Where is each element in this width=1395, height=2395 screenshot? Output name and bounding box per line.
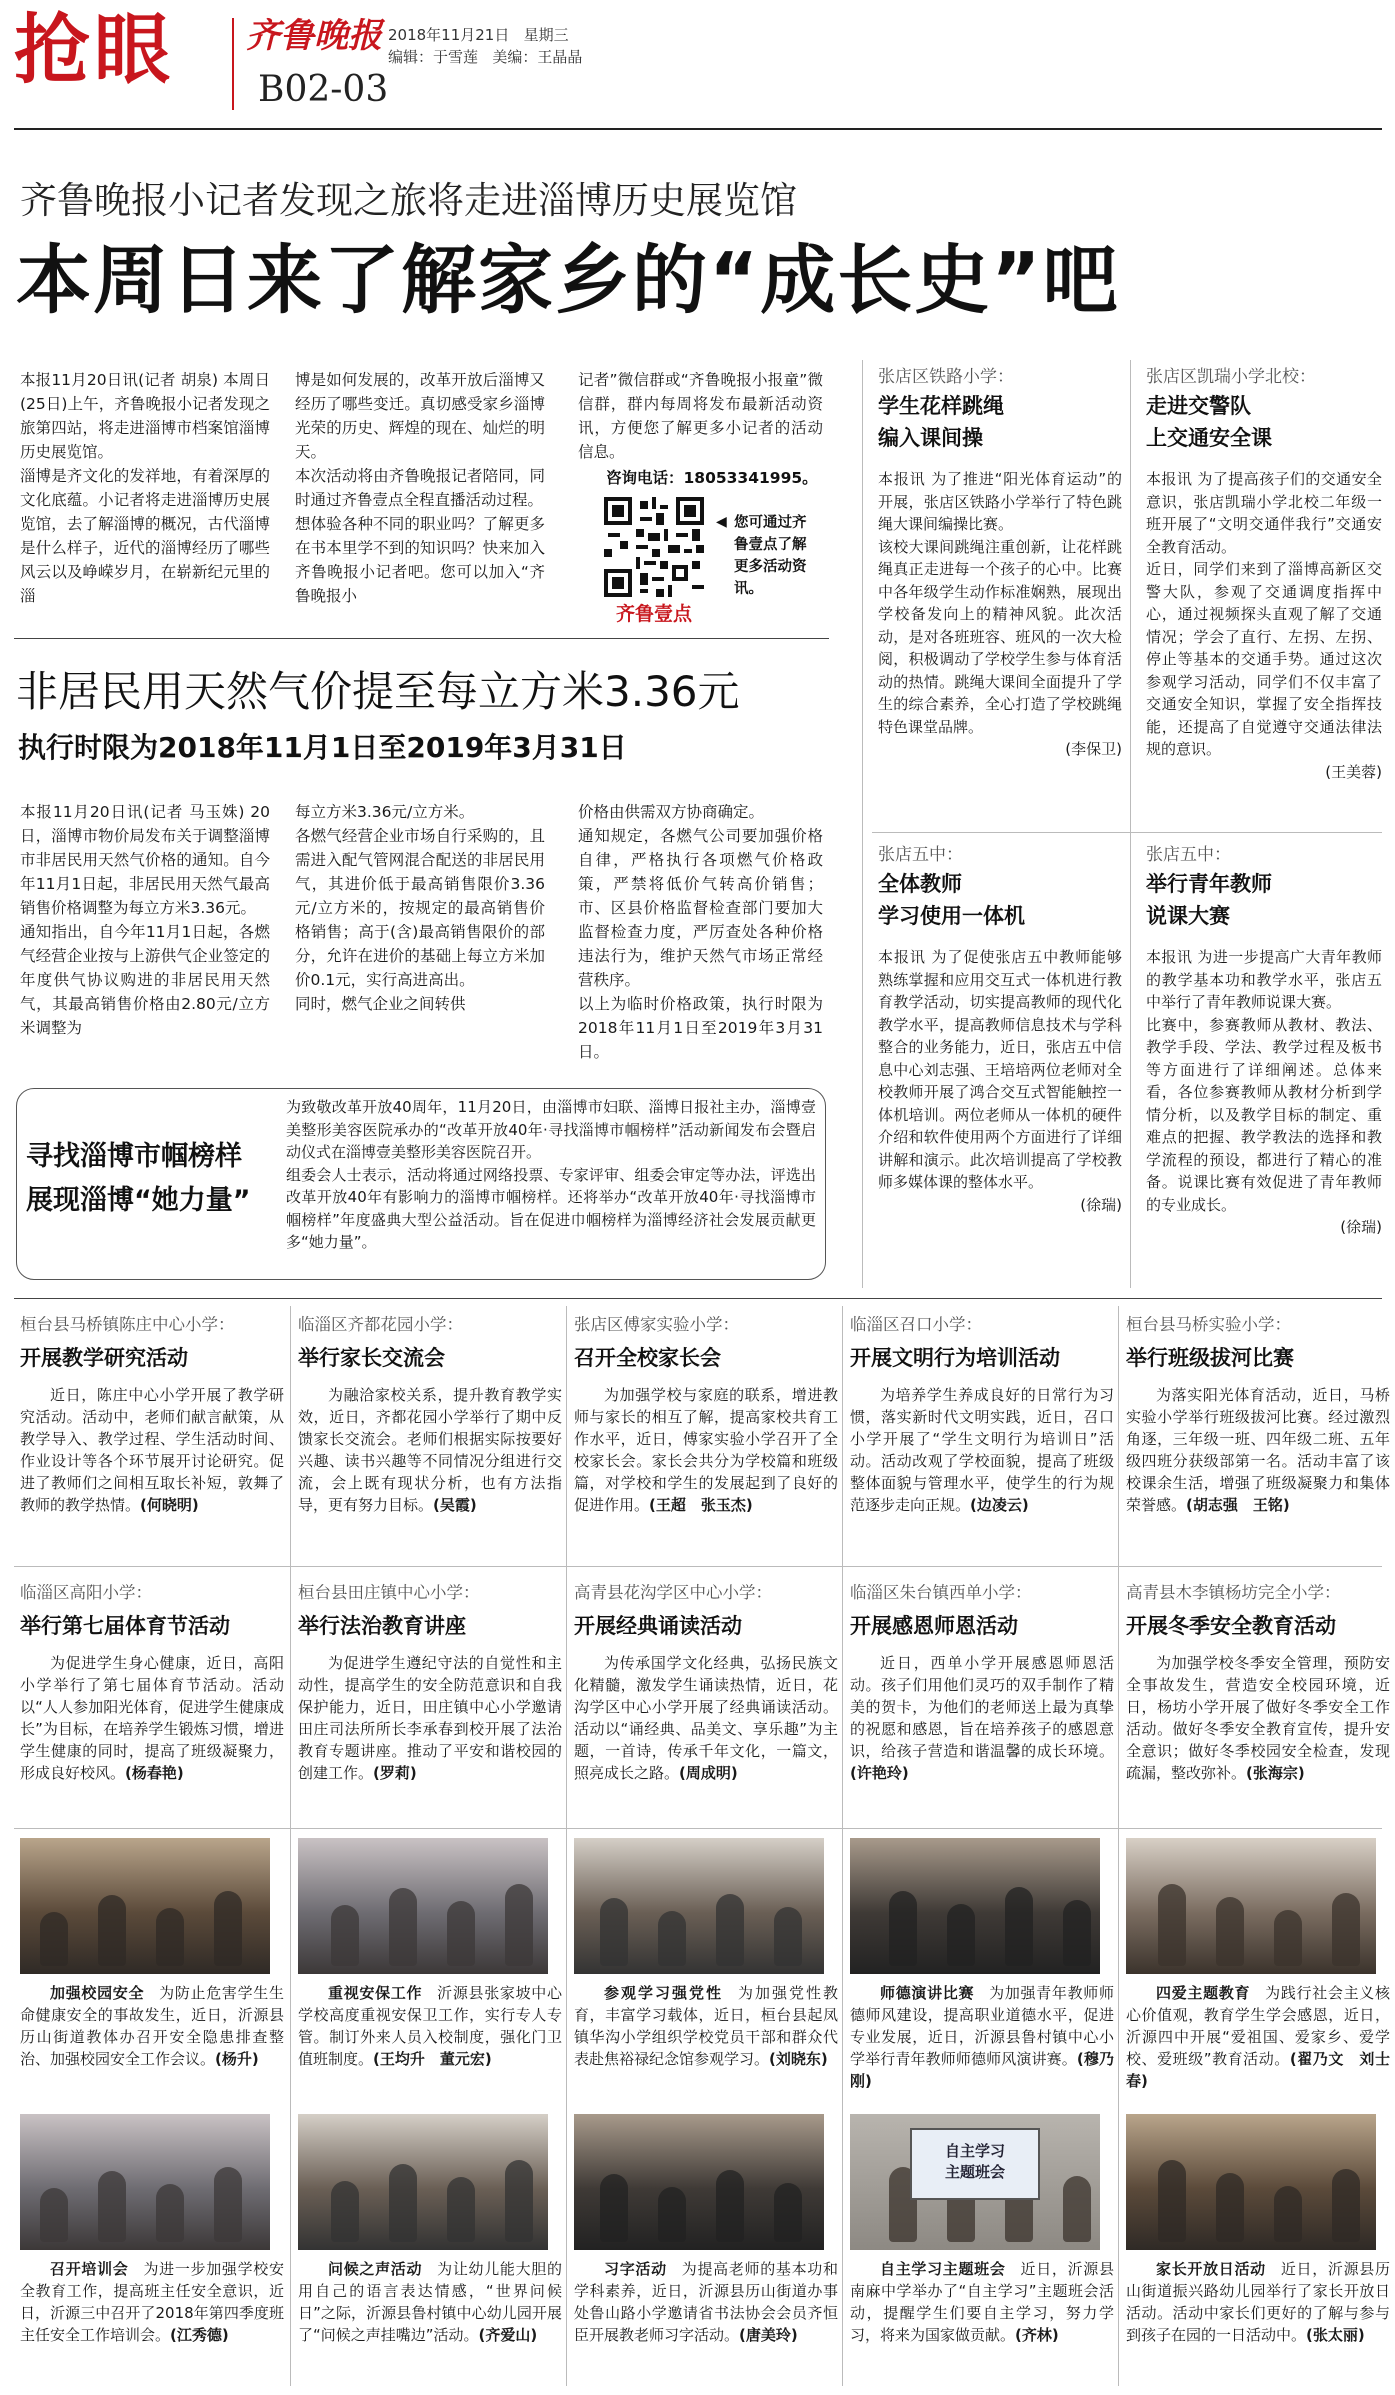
item-body — [850, 1652, 1114, 1784]
item-title: 学习使用一体机 — [878, 904, 1025, 928]
photo-caption-body: 为加强青年教师师德师风建设，提高职业道德水平，促进专业发展，近日，沂源县鲁村镇中心小学举行青年教师师德师风演讲赛。 — [850, 1984, 1114, 2068]
item-author: (李保卫) — [1065, 740, 1122, 758]
photo-figure — [98, 2171, 126, 2242]
news-item — [1146, 364, 1382, 783]
qr-code-icon — [604, 497, 704, 597]
gas-col-3: 价格由供需双方协商确定。 通知规定，各燃气公司要加强价格自律，严格执行各项燃气价格政策，严禁将低价气转高价销售；市、区县价格监督检查部门要加大监督检查力度，严厉查处各种价格违法行为，维护天然气市场正常经营秩序。 以上为临时价格政策，执行时限为2018年11月1日至2019年3月31日。 — [578, 803, 823, 1061]
photo-figure — [331, 2181, 359, 2242]
photo-caption-body: 为提高老师的基本功和学科素养，近日，沂源县历山街道办事处鲁山路小学邀请省书法协会会员齐恒臣开展教老师习字活动。 — [574, 2260, 838, 2344]
news-photo — [1126, 1838, 1376, 1974]
item-title: 全体教师 — [878, 872, 962, 896]
lead-col-2: 博是如何发展的，改革开放后淄博又经历了哪些变迁。真切感受家乡淄博光荣的历史、辉煌的现在、灿烂的明天。 本次活动将由齐鲁晚报记者陪同，同时通过齐鲁壹点全程直播活动过程。 想体验各种不同的职业吗？了解更多在书本里学不到的知识吗？快来加入齐鲁晚报小记者吧。您可以加入“齐鲁晚报小 — [295, 371, 545, 605]
item-title: 走进交警队 — [1146, 394, 1251, 418]
photo-screen-text: 自主学习 — [944, 2142, 1005, 2160]
school-name: 张店区凯瑞小学北校： — [1146, 367, 1316, 387]
photo-caption-author: (齐爱山) — [478, 2326, 538, 2344]
photo-figure — [658, 1911, 686, 1966]
masthead-divider — [232, 18, 234, 110]
photo-figure — [774, 1907, 802, 1966]
school-name: 张店五中： — [878, 845, 963, 865]
photo-caption-title: 加强校园安全 — [50, 1984, 145, 2002]
photo-caption-title: 师德演讲比赛 — [880, 1984, 975, 2002]
news-item — [878, 364, 1122, 761]
item-body — [1126, 1652, 1390, 1784]
photo-caption-author: (唐美玲) — [739, 2326, 798, 2344]
photo-caption-author: (齐林) — [1015, 2326, 1059, 2344]
photo-caption — [574, 2258, 838, 2346]
item-title: 举行第七届体育节活动 — [20, 1614, 230, 1638]
item-body: 本报讯 为了促使张店五中教师能够熟练掌握和应用交互式一体机进行教育教学活动，切实提高教师的现代化教学水平，提高教师信息技术与学科整合的业务能力，近日，张店五中信息中心刘志强、王培培两位老师对全校教师开展了鸿合交互式智能触控一体机培训。两位老师从一体机的硬件介绍和软件使用两个方面进行了详细讲解和演示。此次培训提高了学校教师多媒体课的整体水平。 — [878, 948, 1122, 1191]
photo-caption-body: 沂源县张家坡中心学校高度重视安保卫工作，实行专人专管。制订外来人员入校制度，强化门卫值班制度。 — [298, 1984, 562, 2068]
item-body-text: 为培养学生养成良好的日常行为习惯，落实新时代文明实践，近日，召口小学开展了“学生文明行为培训日”活动。活动改观了学校面貌，提高了班级整体面貌与管理水平，使学生的行为规范逐步走向正规。 — [850, 1386, 1114, 1514]
news-photo — [20, 2114, 270, 2250]
photo-figure — [947, 1904, 975, 1966]
photo-figure — [716, 2170, 744, 2242]
photo-figure — [889, 1891, 917, 1966]
photo-figure — [1216, 2173, 1244, 2242]
date-text: 2018年11月21日 — [388, 26, 510, 44]
photo-screen-text: 主题班会 — [944, 2163, 1005, 2181]
photo-caption-author: (张太丽) — [1306, 2326, 1365, 2344]
photo-caption-title: 自主学习主题班会 — [880, 2260, 1006, 2278]
item-body-text: 为促进学生遵纪守法的自觉性和主动性，提高学生的安全防范意识和自我保护能力，近日，田庄镇中心小学邀请田庄司法所所长李承春到校开展了法治教育专题讲座。推动了平安和谐校园的创建工作。 — [298, 1654, 562, 1782]
school-name: 张店五中： — [1146, 845, 1231, 865]
news-item — [1126, 1312, 1390, 1516]
item-title: 举行法治教育讲座 — [298, 1614, 466, 1638]
photo-figure — [40, 2188, 68, 2242]
photo-caption — [20, 2258, 284, 2346]
news-photo — [574, 2114, 824, 2250]
item-body-text: 近日，陈庄中心小学开展了教学研究活动。活动中，老师们献言献策，从教学导入、教学过程、学生活动时间、作业设计等各个环节展开讨论研究。促进了教师们之间相互取长补短，敦舞了教师的教学热情。 — [20, 1386, 284, 1514]
photo-figure — [658, 2187, 686, 2242]
item-body-text: 为融洽家校关系，提升教育教学实效，近日，齐都花园小学举行了期中反馈家长交流会。老师们根据实际按要好兴趣、读书兴趣等不同情况分组进行交流，会上既有现状分析，也有方法指导，更有努力目标。 — [298, 1386, 562, 1514]
lead-col-1: 本报11月20日讯(记者 胡泉) 本周日(25日)上午，齐鲁晚报小记者发现之旅第四站，将走进淄博市档案馆淄博历史展览馆。 淄博是齐文化的发祥地，有着深厚的文化底蕴。小记者将走进淄博历史展览馆，去了解淄博的概况，古代淄博是什么样子，近代的淄博经历了哪些风云以及峥嵘岁月，在崭新纪元里的淄 — [20, 371, 270, 605]
photo-figure — [1216, 1897, 1244, 1966]
photo-caption-author: (翟乃文 刘士春) — [1126, 2050, 1390, 2090]
news-photo — [20, 1838, 270, 1974]
photo-figure — [331, 1905, 359, 1966]
column-rule — [566, 1306, 567, 2386]
photo-caption-author: (穆乃刚) — [850, 2050, 1114, 2090]
item-body: 本报讯 为了推进“阳光体育运动”的开展，张店区铁路小学举行了特色跳绳大课间编操比赛。 该校大课间跳绳注重创新，让花样跳绳真正走进每一个孩子的心中。比赛中各年级学生动作标准娴熟，展现出学校备发向上的精神风貌。此次活动，是对各班班容、班风的一次大检阅，积极调动了学校学生参与体育活动的热情。跳绳大课间全面提升了学生的综合素养，全心打造了学校跳绳特色课堂品牌。 — [878, 470, 1122, 736]
qr-code-image — [604, 497, 704, 625]
school-name: 临淄区高阳小学： — [20, 1583, 152, 1602]
item-body-text: 为促进学生身心健康，近日，高阳小学举行了第七届体育节活动。活动以“人人参加阳光体育，促进学生健康成长”为目标，在培养学生锻炼习惯，增进学生健康的同时，提高了班级凝聚力，形成良好校风。 — [20, 1654, 284, 1782]
item-author: (何晓明) — [140, 1496, 199, 1514]
item-title: 开展文明行为培训活动 — [850, 1346, 1060, 1370]
item-author: (吴霞) — [433, 1496, 477, 1514]
qr-arrow-icon: ◀ — [716, 514, 727, 530]
item-body — [850, 1384, 1114, 1516]
item-body-text: 为落实阳光体育活动，近日，马桥实验小学举行班级拔河比赛。经过激烈角逐，三年级一班、四年级二班、五年级四班分获级部第一名。活动丰富了该校课余生活，增强了班级凝聚力和集体荣誉感。 — [1126, 1386, 1390, 1514]
section-title: 抢眼 — [14, 5, 174, 94]
item-author: (胡志强 王铭) — [1186, 1496, 1290, 1514]
gas-col-1: 本报11月20日讯(记者 马玉姝) 20日，淄博市物价局发布关于调整淄博市非居民用天然气价格的通知。自今年11月1日起，非居民用天然气最高销售价格调整为每立方米3.36元。 通知指出，自今年11月1日起，各燃气经营企业按与上游供气企业签定的年度供气协议购进的非居民用天然气，其最高销售价格由2.80元/立方米调整为 — [20, 803, 270, 1037]
photo-caption-body: 为让幼儿能大胆的用自己的语言表达情感，“世界问候日”之际，沂源县鲁村镇中心幼儿园开展了“问候之声挂嘴边”活动。 — [298, 2260, 562, 2344]
photo-figure — [156, 1908, 184, 1966]
photo-figure — [389, 1888, 417, 1966]
school-name: 临淄区召口小学： — [850, 1315, 982, 1334]
lead-headline: 本周日来了解家乡的“成长史”吧 — [16, 236, 1120, 324]
photo-caption-title: 参观学习强党性 — [604, 1984, 723, 2002]
photo-figure — [214, 1891, 242, 1966]
photo-caption-body: 近日，沂源县南麻中学举办了“自主学习”主题班会活动，提醒学生们要自主学习，努力学习，将来为国家做贡献。 — [850, 2260, 1114, 2344]
photo-caption-body: 为践行社会主义核心价值观，教育学生学会感恩，近日，沂源四中开展“爱祖国、爱家乡、爱学校、爱班级”教育活动。 — [1126, 1984, 1390, 2068]
school-name: 桓台县马桥镇陈庄中心小学： — [20, 1315, 235, 1334]
column-rule — [872, 832, 1382, 833]
item-body-text: 为传承国学文化经典，弘扬民族文化精髓，激发学生诵读热情，近日，花沟学区中心小学开展了经典诵读活动。活动以“诵经典、品美文、享乐趣”为主题，一首诗，传承千年文化，一篇文，照亮成长之路。 — [574, 1654, 838, 1782]
news-photo — [850, 1838, 1100, 1974]
photo-figure — [1063, 1900, 1091, 1966]
news-item — [298, 1580, 562, 1784]
photo-figure — [1274, 1910, 1302, 1966]
photo-caption — [850, 1982, 1114, 2092]
item-author: (罗莉) — [373, 1764, 417, 1782]
school-name: 临淄区朱台镇西单小学： — [850, 1583, 1032, 1602]
photo-caption-title: 四爱主题教育 — [1156, 1984, 1251, 2002]
news-photo — [1126, 2114, 1376, 2250]
item-author: (许艳玲) — [850, 1764, 909, 1782]
women-title-1: 寻找淄博市帼榜样 — [26, 1141, 242, 1172]
item-title: 上交通安全课 — [1146, 426, 1272, 450]
qr-caption: 您可通过齐鲁壹点了解更多活动资讯。 — [734, 515, 807, 597]
photo-caption-author: (杨升) — [215, 2050, 259, 2068]
column-rule — [290, 1306, 291, 2386]
photo-figure — [98, 1895, 126, 1966]
school-name: 临淄区齐都花园小学： — [298, 1315, 463, 1334]
photo-figure — [447, 2177, 475, 2242]
masthead-rule — [14, 128, 1382, 130]
photo-figure — [716, 1894, 744, 1966]
item-body: 本报讯 为进一步提高广大青年教师的教学基本功和教学水平，张店五中举行了青年教师说课大赛。 比赛中，参赛教师从教材、教法、教学手段、学法、教学过程及板书等方面进行了详细阐述。总体来看，各位参赛教师从教材分析到学情分析，以及教学目标的制定、重难点的把握、教学教法的选择和教学流程的预设，都进行了精心的准备。说课比赛有效促进了青年教师的专业成长。 — [1146, 948, 1382, 1214]
qr-brand-label: 齐鲁壹点 — [615, 603, 692, 625]
photo-figure — [1158, 1884, 1186, 1966]
item-title: 开展感恩师恩活动 — [850, 1614, 1018, 1638]
item-body — [298, 1384, 562, 1516]
item-title: 举行班级拔河比赛 — [1126, 1346, 1294, 1370]
photo-caption-author: (江秀德) — [170, 2326, 229, 2344]
news-item — [574, 1312, 838, 1516]
photo-figure — [1005, 1887, 1033, 1966]
photo-caption — [1126, 2258, 1390, 2346]
item-body — [20, 1384, 284, 1516]
photo-caption-author: (刘晓东) — [769, 2050, 828, 2068]
photo-figure — [447, 1901, 475, 1966]
row-rule — [14, 1828, 1382, 1829]
news-item — [878, 842, 1122, 1216]
news-item — [20, 1312, 284, 1516]
women-body: 为致敬改革开放40周年，11月20日，由淄博市妇联、淄博日报社主办，淄博壹美整形美容医院承办的“改革开放40年·寻找淄博市帼榜样”活动新闻发布会暨启动仪式在淄博壹美整形美容医院召开。 组委会人士表示，活动将通过网络投票、专家评审、组委会审定等办法，评选出改革开放40年有影响力的淄博市帼榜样。还将举办“改革开放40年·寻找淄博市帼榜样”年度盛典大型公益活动。旨在促进巾帼榜样为淄博经济社会发展贡献更多“她力量”。 — [286, 1098, 816, 1251]
women-title-2: 展现淄博“她力量” — [26, 1185, 251, 1216]
photo-caption — [298, 1982, 562, 2070]
photo-figure — [156, 2184, 184, 2242]
row-rule — [14, 1566, 1382, 1567]
photo-figure — [1158, 2160, 1186, 2242]
contact-phone: 咨询电话：18053341995。 — [606, 469, 818, 487]
news-item — [850, 1312, 1114, 1516]
photo-caption-title: 问候之声活动 — [328, 2260, 423, 2278]
news-item — [850, 1580, 1114, 1784]
photo-figure — [1063, 2176, 1091, 2242]
photo-figure — [389, 2164, 417, 2242]
photo-caption-title: 重视安保工作 — [328, 1984, 423, 2002]
photo-figure — [600, 1898, 628, 1966]
item-author: (周成明) — [679, 1764, 738, 1782]
news-item — [1126, 1580, 1390, 1784]
item-author: (王美蓉) — [1325, 762, 1382, 781]
item-body-text: 近日，西单小学开展感恩师恩活动。孩子们用他们灵巧的双手制作了精美的贺卡，为他们的老师送上最为真挚的祝愿和感恩，旨在培养孩子的感恩意识，给孩子营造和谐温馨的成长环境。 — [850, 1654, 1114, 1760]
page-number: B02-03 — [258, 69, 389, 110]
column-rule — [862, 360, 863, 1288]
photo-caption-body: 为进一步加强学校安全教育工作，提高班主任安全意识，近日，沂源三中召开了2018年第四季度班主任安全工作培训会。 — [20, 2260, 284, 2344]
gas-headline: 非居民用天然气价提至每立方米3.36元 — [16, 667, 740, 716]
item-title: 召开全校家长会 — [574, 1346, 721, 1370]
weekday-text: 星期三 — [523, 26, 569, 44]
gas-subhead: 执行时限为2018年11月1日至2019年3月31日 — [18, 731, 627, 764]
photo-caption-title: 召开培训会 — [50, 2260, 129, 2278]
paper-logo: 齐鲁晚报 — [246, 16, 382, 56]
item-author: (徐瑞) — [1080, 1195, 1122, 1214]
photo-caption — [298, 2258, 562, 2346]
item-body — [574, 1652, 838, 1784]
photo-caption — [850, 2258, 1114, 2346]
photo-figure — [774, 2183, 802, 2242]
item-author: (张海宗) — [1246, 1764, 1305, 1782]
credits — [388, 46, 582, 67]
photo-caption-body: 为加强党性教育，丰富学习载体，近日，桓台县起凤镇华沟小学组织学校党员干部和群众代表赴焦裕禄纪念馆参观学习。 — [574, 1984, 838, 2068]
school-name: 张店区铁路小学： — [878, 367, 1014, 387]
photo-figure — [214, 2167, 242, 2242]
item-title: 开展教学研究活动 — [20, 1346, 188, 1370]
photo-figure — [600, 2174, 628, 2242]
item-title: 开展经典诵读活动 — [574, 1614, 742, 1638]
item-author: (杨春艳) — [125, 1764, 184, 1782]
divider — [14, 638, 829, 639]
item-author: (边凌云) — [970, 1496, 1029, 1514]
photo-figure — [40, 1912, 68, 1966]
photo-caption-body: 为防止危害学生生命健康安全的事故发生，近日，沂源县历山街道教体办召开安全隐患排查整治、加强校园安全工作会议。 — [20, 1984, 284, 2068]
news-item — [298, 1312, 562, 1516]
item-author: (徐瑞) — [1340, 1218, 1382, 1236]
photo-caption-title: 习字活动 — [604, 2260, 667, 2278]
photo-figure — [505, 2160, 533, 2242]
item-body-text: 为加强学校冬季安全管理，预防安全事故发生，营造安全校园环境，近日，杨坊小学开展了做好冬季安全工作活动。做好冬季安全教育宣传，提升安全意识；做好冬季校园安全检查，发现疏漏，整改弥补。 — [1126, 1654, 1390, 1782]
photo-caption-author: (王均升 董元宏) — [373, 2050, 492, 2068]
item-title: 说课大赛 — [1146, 904, 1230, 928]
item-title: 编入课间操 — [878, 426, 983, 450]
issue-date — [388, 24, 569, 45]
news-photo — [298, 1838, 548, 1974]
news-photo — [850, 2114, 1100, 2250]
photo-caption — [1126, 1982, 1390, 2092]
item-body — [1126, 1384, 1390, 1516]
item-body-text: 为加强学校与家庭的联系，增进教师与家长的相互了解，提高家校共育工作水平，近日，傅家实验小学召开了全校家长会。家长会共分为学校篇和班级篇，对学校和学生的发展起到了良好的促进作用。 — [574, 1386, 838, 1514]
item-body: 本报讯 为了提高孩子们的交通安全意识，张店凯瑞小学北校二年级一班开展了“文明交通伴我行”交通安全教育活动。 近日，同学们来到了淄博高新区交警大队，参观了交通调度指挥中心，通过视频探头直观了解了交通情况；学会了直行、左拐、左拐、停止等基本的交通手势。通过这次参观学习活动，同学们不仅丰富了交通安全知识，掌握了安全指挥技能，还提高了自觉遵守交通法律法规的意识。 — [1146, 470, 1382, 758]
photo-caption-title: 家长开放日活动 — [1156, 2260, 1266, 2278]
lead-col-3: 记者”微信群或“齐鲁晚报小报童”微信群，群内每周将发布最新活动资讯，方便您了解更多小记者的活动信息。 — [578, 371, 823, 461]
column-rule — [1130, 360, 1131, 1288]
photo-caption — [574, 1982, 838, 2070]
item-title: 举行青年教师 — [1146, 872, 1272, 896]
item-body — [574, 1384, 838, 1516]
item-author: (王超 张玉杰) — [649, 1496, 753, 1514]
photo-figure — [1274, 2186, 1302, 2242]
section-rule — [14, 1298, 1382, 1299]
item-body — [298, 1652, 562, 1784]
designer-text: 美编：王晶晶 — [492, 48, 583, 66]
photo-figure — [1332, 1893, 1360, 1966]
school-name: 高青县花沟学区中心小学： — [574, 1583, 772, 1602]
photo-caption-body: 近日，沂源县历山街道振兴路幼儿园举行了家长开放日活动。活动中家长们更好的了解与参与到孩子在园的一日活动中。 — [1126, 2260, 1390, 2344]
school-name: 张店区傅家实验小学： — [574, 1315, 739, 1334]
photo-figure — [505, 1884, 533, 1966]
item-title: 开展冬季安全教育活动 — [1126, 1614, 1336, 1638]
column-rule — [842, 1306, 843, 2386]
photo-screen — [910, 2128, 1040, 2200]
news-photo — [574, 1838, 824, 1974]
news-item — [20, 1580, 284, 1784]
column-rule — [1118, 1306, 1119, 2386]
photo-caption — [20, 1982, 284, 2070]
editor-text: 编辑：于雪莲 — [388, 48, 479, 66]
news-item — [1146, 842, 1382, 1239]
item-body — [20, 1652, 284, 1784]
item-title: 举行家长交流会 — [298, 1346, 445, 1370]
gas-col-2: 每立方米3.36元/立方米。 各燃气经营企业市场自行采购的，且需进入配气管网混合配送的非居民用气，其进价低于最高销售限价3.36元/立方米的，按规定的最高销售价格销售；高于(含)最高销售限价的部分，允许在进价的基础上每立方米加价0.1元，实行高进高出。 同时，燃气企业之间转供 — [295, 803, 545, 1013]
photo-figure — [1332, 2169, 1360, 2242]
news-item — [574, 1580, 838, 1784]
news-photo — [298, 2114, 548, 2250]
school-name: 桓台县田庄镇中心小学： — [298, 1583, 480, 1602]
school-name: 桓台县马桥实验小学： — [1126, 1315, 1291, 1334]
school-name: 高青县木李镇杨坊完全小学： — [1126, 1583, 1341, 1602]
lead-kicker: 齐鲁晚报小记者发现之旅将走进淄博历史展览馆 — [20, 179, 797, 222]
item-title: 学生花样跳绳 — [878, 394, 1004, 418]
